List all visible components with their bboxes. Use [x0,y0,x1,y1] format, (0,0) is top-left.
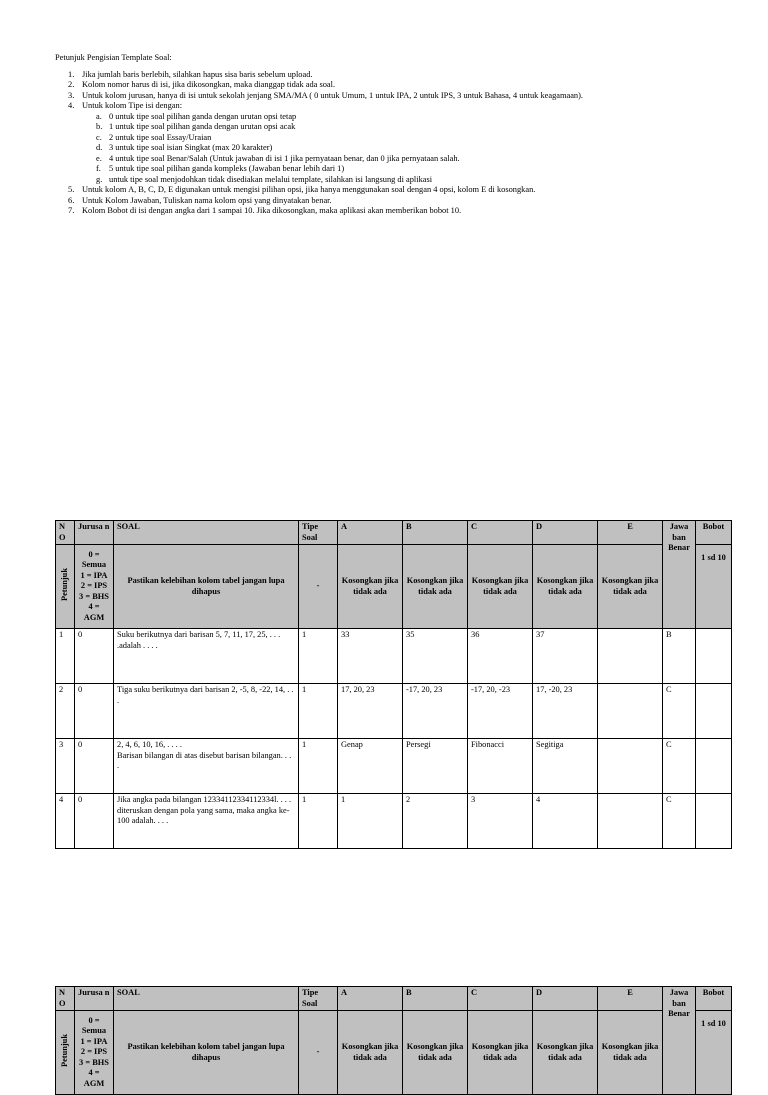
header-c: C [468,521,533,545]
cell-jawaban: C [663,794,696,849]
header-c: C [468,987,533,1011]
option-c-note: Kosongkan jika tidak ada [468,545,533,629]
header-no: N O [56,521,75,545]
cell-d: 37 [533,629,598,684]
header-soal: SOAL [114,987,299,1011]
cell-jawaban: B [663,629,696,684]
option-b-note: Kosongkan jika tidak ada [403,545,468,629]
cell-bobot [696,684,732,739]
cell-soal [114,739,299,794]
item-number: 5. [68,185,75,194]
sub-item [82,122,745,133]
cell-e [598,629,663,684]
cell-e [598,684,663,739]
option-d-note: Kosongkan jika tidak ada [533,1011,598,1095]
cell-no: 1 [56,629,75,684]
instruction-item [55,101,745,185]
sub-item-letter: d. [96,143,103,152]
table-row [56,684,732,739]
header-tipe: Tipe Soal [299,987,338,1011]
header-jurusan: Jurusa n [75,987,114,1011]
jurusan-code: 4 = AGM [83,602,105,622]
cell-d: Segitiga [533,739,598,794]
instruction-item [55,91,745,102]
cell-a: 1 [338,794,403,849]
cell-no: 2 [56,684,75,739]
jurusan-codes [75,1011,114,1095]
instruction-item [55,185,745,196]
item-text: Kolom Bobot di isi dengan angka dari 1 sampai 10. Jika dikosongkan, maka aplikasi akan memberikan bobot 10. [82,206,462,215]
sub-item-text: untuk tipe soal menjodohkan tidak disediakan melalui template, silahkan isi langsung di aplikasi [109,174,433,184]
jurusan-code: 1 = IPA [80,1036,108,1046]
jurusan-code: 3 = BHS [79,591,109,601]
tipe-note: - [299,545,338,629]
instruction-item [55,80,745,91]
sub-item-letter: g. [96,174,103,184]
cell-soal: Tiga suku berikutnya dari barisan 2, -5, 8, -22, 14, . . . [114,684,299,739]
cell-b: Persegi [403,739,468,794]
jurusan-code: 3 = BHS [79,1057,109,1067]
cell-d: 4 [533,794,598,849]
petunjuk-label: Petunjuk [59,1034,69,1068]
item-number: 1. [68,69,75,79]
type-sub-list [82,112,745,186]
item-text: Untuk kolom jurusan, hanya di isi untuk sekolah jenjang SMA/MA ( 0 untuk Umum, 1 untuk IPA, 2 untuk IPS, 3 untuk Bahasa, 4 untuk keagamaan). [82,90,583,100]
instruction-item [55,206,745,217]
sub-item-text: 5 untuk tipe soal pilihan ganda kompleks (Jawaban benar lebih dari 1) [109,164,345,173]
cell-b: -17, 20, 23 [403,684,468,739]
item-text: Untuk kolom A, B, C, D, E digunakan untuk mengisi pilihan opsi, jika hanya menggunakan soal dengan 4 opsi, kolom E di kosongkan. [82,185,536,194]
cell-a: Genap [338,739,403,794]
petunjuk-cell [56,1011,75,1095]
question-table-next-page [55,986,732,1095]
option-a-note: Kosongkan jika tidak ada [338,545,403,629]
sub-item [82,175,745,186]
header-soal: SOAL [114,521,299,545]
cell-jurusan: 0 [75,629,114,684]
cell-b: 2 [403,794,468,849]
cell-soal: Jika angka pada bilangan 12334112334112334l. . . . diteruskan dengan pola yang sama, maka angka ke-100 adalah. . . . [114,794,299,849]
option-a-note: Kosongkan jika tidak ada [338,1011,403,1095]
cell-bobot [696,794,732,849]
sub-item [82,133,745,144]
option-b-note: Kosongkan jika tidak ada [403,1011,468,1095]
cell-jawaban: C [663,684,696,739]
table-row [56,794,732,849]
header-e: E [598,521,663,545]
header-jurusan: Jurusa n [75,521,114,545]
sub-item-letter: b. [96,122,103,131]
header-bobot: Bobot [696,987,732,1011]
petunjuk-label: Petunjuk [59,568,69,602]
cell-no: 3 [56,739,75,794]
sub-item-letter: f. [96,164,101,173]
cell-no: 4 [56,794,75,849]
sub-item-text: 2 untuk tipe soal Essay/Uraian [109,132,212,142]
cell-jurusan: 0 [75,794,114,849]
header-row [56,987,732,1011]
item-text: Untuk kolom Tipe isi dengan: [82,101,183,110]
sub-item-letter: e. [96,153,102,163]
question-table [55,520,732,849]
jurusan-code: 0 = Semua [81,1015,107,1036]
soal-line: 2, 4, 6, 10, 16, . . . . [117,740,182,749]
tipe-note: - [299,1011,338,1095]
option-c-note: Kosongkan jika tidak ada [468,1011,533,1095]
soal-note: Pastikan kelebihan kolom tabel jangan lupa dihapus [114,1011,299,1095]
item-number: 6. [68,195,75,205]
header-bobot: Bobot [696,521,732,545]
instruction-item [55,70,745,81]
option-e-note: Kosongkan jika tidak ada [598,1011,663,1095]
cell-jurusan: 0 [75,684,114,739]
sub-item-text: 1 untuk tipe soal pilihan ganda dengan urutan opsi acak [109,122,296,131]
soal-line: Barisan bilangan di atas disebut barisan bilangan. . . . [117,750,292,770]
item-number: 2. [68,80,75,89]
bobot-note: 1 sd 10 [696,1011,732,1095]
cell-c: 3 [468,794,533,849]
table-row [56,629,732,684]
jurusan-codes [75,545,114,629]
instructions-section [55,53,745,217]
cell-e [598,739,663,794]
header-d: D [533,521,598,545]
cell-bobot [696,739,732,794]
jurusan-code: 2 = IPS [80,581,108,591]
bobot-note: 1 sd 10 [696,545,732,629]
item-number: 3. [68,90,75,100]
header-row [56,521,732,545]
item-text: Kolom nomor harus di isi, jika dikosongkan, maka dianggap tidak ada soal. [82,80,336,89]
header-no: N O [56,987,75,1011]
cell-b: 35 [403,629,468,684]
sub-item [82,112,745,123]
subheader-row [56,1011,732,1095]
option-d-note: Kosongkan jika tidak ada [533,545,598,629]
jurusan-code: 4 = AGM [83,1068,105,1088]
cell-tipe: 1 [299,739,338,794]
cell-e [598,794,663,849]
header-b: B [403,521,468,545]
sub-item-text: 3 untuk tipe soal isian Singkat (max 20 karakter) [109,143,273,152]
sub-item-text: 0 untuk tipe soal pilihan ganda dengan urutan opsi tetap [109,111,297,121]
sub-item [82,164,745,175]
table-row [56,739,732,794]
cell-jawaban: C [663,739,696,794]
header-e: E [598,987,663,1011]
subheader-row [56,545,732,629]
jurusan-code: 0 = Semua [81,549,107,570]
instructions-list [55,70,745,217]
instructions-title: Petunjuk Pengisian Template Soal: [55,53,172,62]
cell-tipe: 1 [299,684,338,739]
cell-soal: Suku berikutnya dari barisan 5, 7, 11, 17, 25, . . . .adalah . . . . [114,629,299,684]
header-d: D [533,987,598,1011]
cell-tipe: 1 [299,794,338,849]
jurusan-code: 1 = IPA [80,570,108,580]
petunjuk-cell [56,545,75,629]
option-e-note: Kosongkan jika tidak ada [598,545,663,629]
cell-c: -17, 20, -23 [468,684,533,739]
cell-a: 17, 20, 23 [338,684,403,739]
sub-item-letter: c. [96,132,102,142]
header-b: B [403,987,468,1011]
sub-item [82,143,745,154]
sub-item-letter: a. [96,111,102,121]
header-tipe: Tipe Soal [299,521,338,545]
cell-c: Fibonacci [468,739,533,794]
item-text: Untuk Kolom Jawaban, Tuliskan nama kolom opsi yang dinyatakan benar. [82,195,332,205]
instruction-item [55,196,745,207]
header-jawaban: Jawa ban Benar [663,521,696,629]
item-number: 7. [68,206,75,215]
cell-jurusan: 0 [75,739,114,794]
header-a: A [338,987,403,1011]
cell-tipe: 1 [299,629,338,684]
item-text: Jika jumlah baris berlebih, silahkan hapus sisa baris sebelum upload. [82,69,313,79]
cell-a: 33 [338,629,403,684]
sub-item [82,154,745,165]
jurusan-code: 2 = IPS [80,1047,108,1057]
cell-c: 36 [468,629,533,684]
header-a: A [338,521,403,545]
cell-bobot [696,629,732,684]
sub-item-text: 4 untuk tipe soal Benar/Salah (Untuk jawaban di isi 1 jika pernyataan benar, dan 0 jika pernyataan salah. [109,153,460,163]
soal-note: Pastikan kelebihan kolom tabel jangan lupa dihapus [114,545,299,629]
cell-d: 17, -20, 23 [533,684,598,739]
item-number: 4. [68,101,75,110]
header-jawaban: Jawa ban Benar [663,987,696,1095]
